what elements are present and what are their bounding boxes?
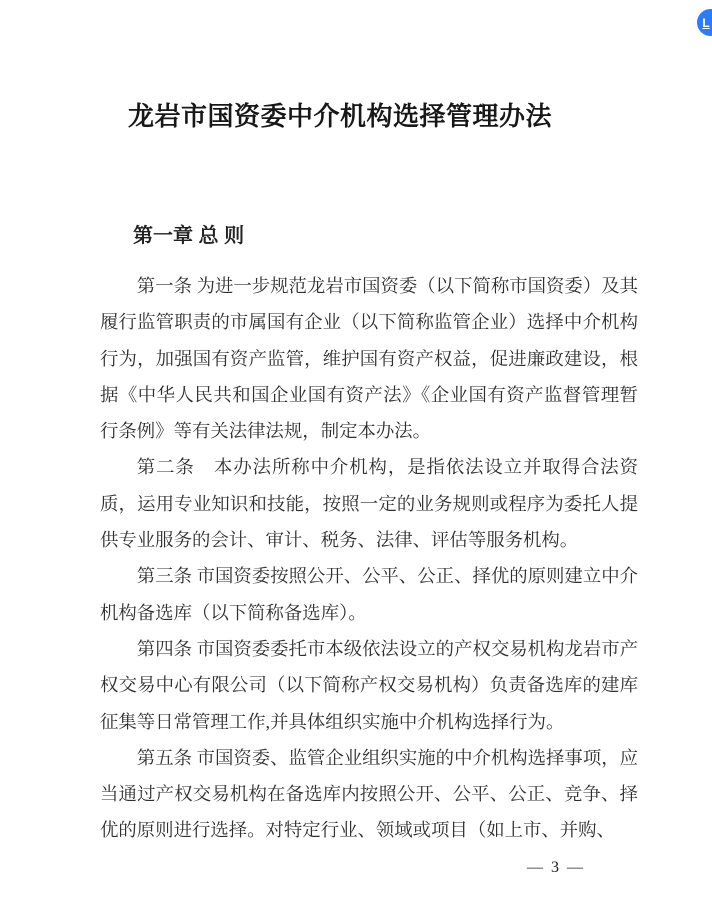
floating-widget-icon: L — [702, 15, 710, 30]
floating-widget-button[interactable] — [697, 9, 712, 36]
paragraph-article-5: 第五条 市国资委、监管企业组织实施的中介机构选择事项，应当通过产权交易机构在备选库内按照公开、公平、公正、竞争、择优的原则进行选择。对特定行业、领域或项目（如上市、并购、 — [100, 747, 638, 841]
document-body — [100, 268, 638, 849]
paragraph-article-3: 第三条 市国资委按照公开、公平、公正、择优的原则建立中介机构备选库（以下简称备选库）。 — [100, 566, 638, 623]
document-title: 龙岩市国资委中介机构选择管理办法 — [127, 102, 552, 131]
paragraph-article-1: 第一条 为进一步规范龙岩市国资委（以下简称市国资委）及其履行监管职责的市属国有企业（以下简称监管企业）选择中介机构行为，加强国有资产监管，维护国有资产权益，促进廉政建设，根据《中华人民共和国企业国有资产法》《企业国有资产监督管理暂行条例》等有关法律法规，制定本办法。 — [100, 276, 638, 442]
chapter-heading: 第一章 总 则 — [133, 225, 245, 247]
paragraph-article-4: 第四条 市国资委委托市本级依法设立的产权交易机构龙岩市产权交易中心有限公司（以下简称产权交易机构）负责备选库的建库征集等日常管理工作,并具体组织实施中介机构选择行为。 — [100, 638, 638, 732]
page-number: — 3 — — [527, 859, 585, 876]
paragraph-article-2: 第二条 本办法所称中介机构，是指依法设立并取得合法资质，运用专业知识和技能，按照一定的业务规则或程序为委托人提供专业服务的会计、审计、税务、法律、评估等服务机构。 — [100, 457, 638, 551]
